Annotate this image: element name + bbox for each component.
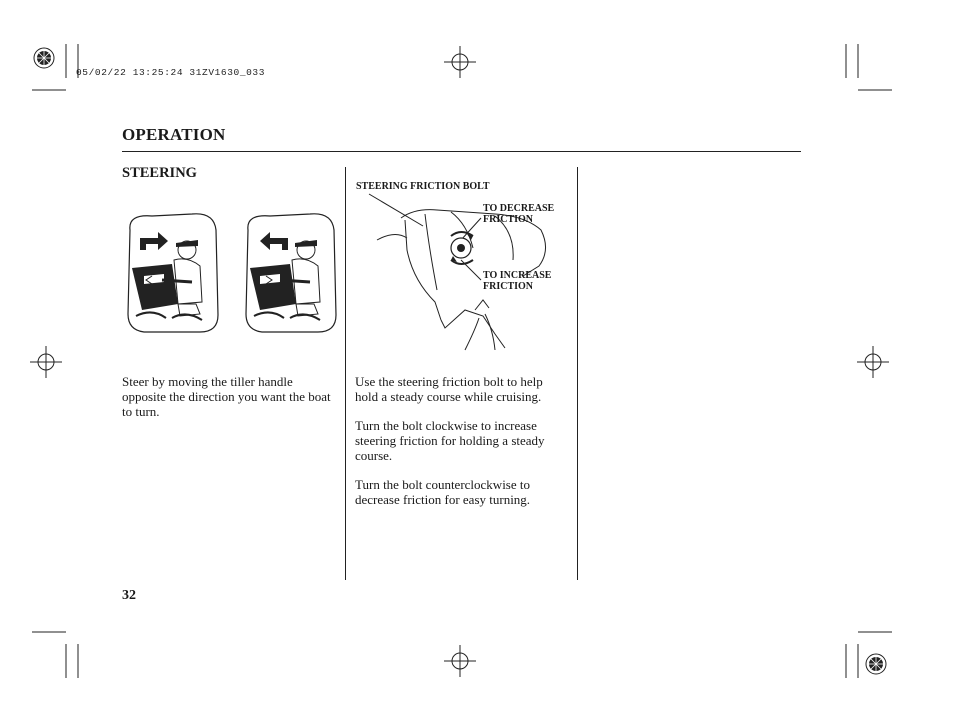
callout-increase-friction	[483, 270, 551, 292]
registration-crosshair-left	[30, 346, 62, 378]
friction-bolt-icon	[451, 232, 473, 264]
callout-friction-bolt: STEERING FRICTION BOLT	[356, 181, 490, 192]
column-divider-left	[345, 167, 346, 580]
friction-paragraph-2: Turn the bolt clockwise to increase steering friction for holding a steady course.	[355, 418, 545, 463]
starburst-target-bottom-right	[866, 654, 886, 674]
turn-right-illustration	[128, 214, 218, 332]
page-number: 32	[122, 588, 136, 603]
friction-paragraph-1: Use the steering friction bolt to help hold a steady course while cruising.	[355, 374, 543, 404]
registration-crosshair-bottom	[444, 645, 476, 677]
steering-paragraph: Steer by moving the tiller handle opposite the direction you want the boat to turn.	[122, 374, 331, 419]
arrow-left-icon	[260, 232, 288, 250]
header-rule	[122, 151, 801, 152]
steering-illustration	[122, 210, 342, 340]
callout-decrease-friction	[483, 203, 554, 225]
column-divider-right	[577, 167, 578, 580]
callout-decrease-line2: FRICTION	[483, 214, 534, 225]
callout-increase-line1: TO INCREASE	[483, 270, 552, 281]
print-stamp: 05/02/22 13:25:24 31ZV1630_033	[76, 67, 266, 78]
registration-crosshair-top	[444, 46, 476, 78]
registration-crosshair-right	[857, 346, 889, 378]
friction-paragraph-3: Turn the bolt counterclockwise to decrease friction for easy turning.	[355, 477, 531, 507]
callout-increase-line2: FRICTION	[483, 281, 534, 292]
starburst-target-top-left	[34, 48, 54, 68]
turn-left-illustration	[246, 214, 336, 332]
callout-decrease-line1: TO DECREASE	[483, 203, 555, 214]
section-title: OPERATION	[122, 125, 226, 144]
arrow-right-icon	[140, 232, 168, 250]
steering-heading: STEERING	[122, 165, 197, 181]
